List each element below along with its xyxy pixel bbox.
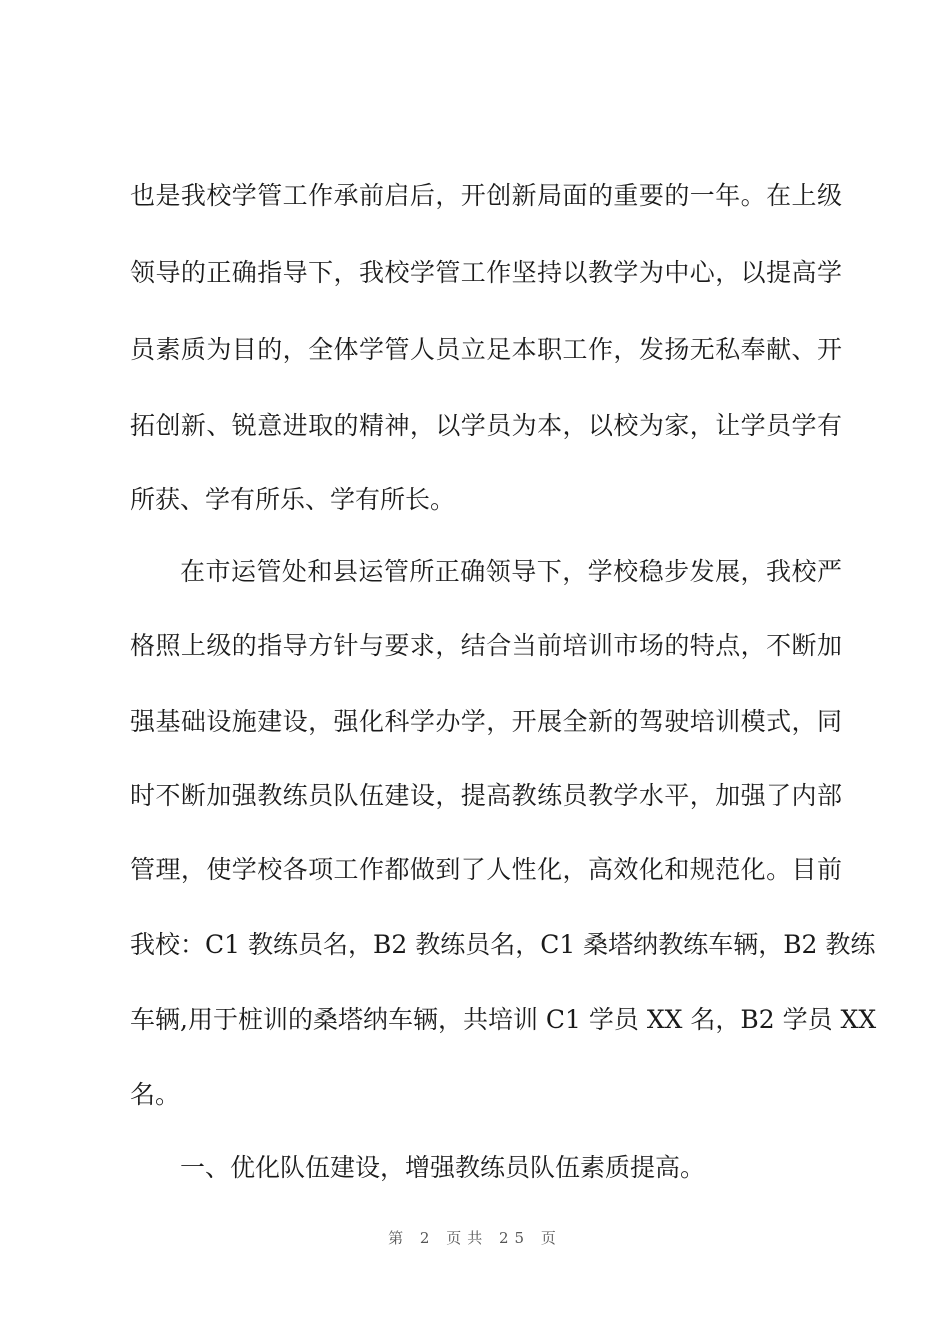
text-line: 员素质为目的，全体学管人员立足本职工作，发扬无私奉献、开 (130, 335, 842, 364)
page-number-footer: 第 2 页共 25 页 (388, 1229, 562, 1247)
text-line: 领导的正确指导下，我校学管工作坚持以教学为中心，以提高学 (130, 258, 842, 287)
text-line: 格照上级的指导方针与要求，结合当前培训市场的特点，不断加 (130, 631, 842, 660)
text-line: 在市运管处和县运管所正确领导下，学校稳步发展，我校严 (180, 557, 842, 586)
text-line: 强基础设施建设，强化科学办学，开展全新的驾驶培训模式，同 (130, 707, 842, 736)
text-line: 名。 (130, 1080, 181, 1109)
text-line: 车辆,用于桩训的桑塔纳车辆，共培训 C1 学员 XX 名，B2 学员 XX (130, 1005, 877, 1034)
text-line: 拓创新、锐意进取的精神，以学员为本，以校为家，让学员学有 (130, 411, 842, 440)
section-heading: 一、优化队伍建设，增强教练员队伍素质提高。 (180, 1153, 706, 1182)
text-line: 所获、学有所乐、学有所长。 (130, 485, 456, 514)
text-line: 我校：C1 教练员名，B2 教练员名，C1 桑塔纳教练车辆，B2 教练 (130, 930, 876, 959)
text-line: 时不断加强教练员队伍建设，提高教练员教学水平，加强了内部 (130, 781, 842, 810)
text-line: 管理，使学校各项工作都做到了人性化，高效化和规范化。目前 (130, 855, 842, 884)
text-line: 也是我校学管工作承前启后，开创新局面的重要的一年。在上级 (130, 181, 842, 210)
